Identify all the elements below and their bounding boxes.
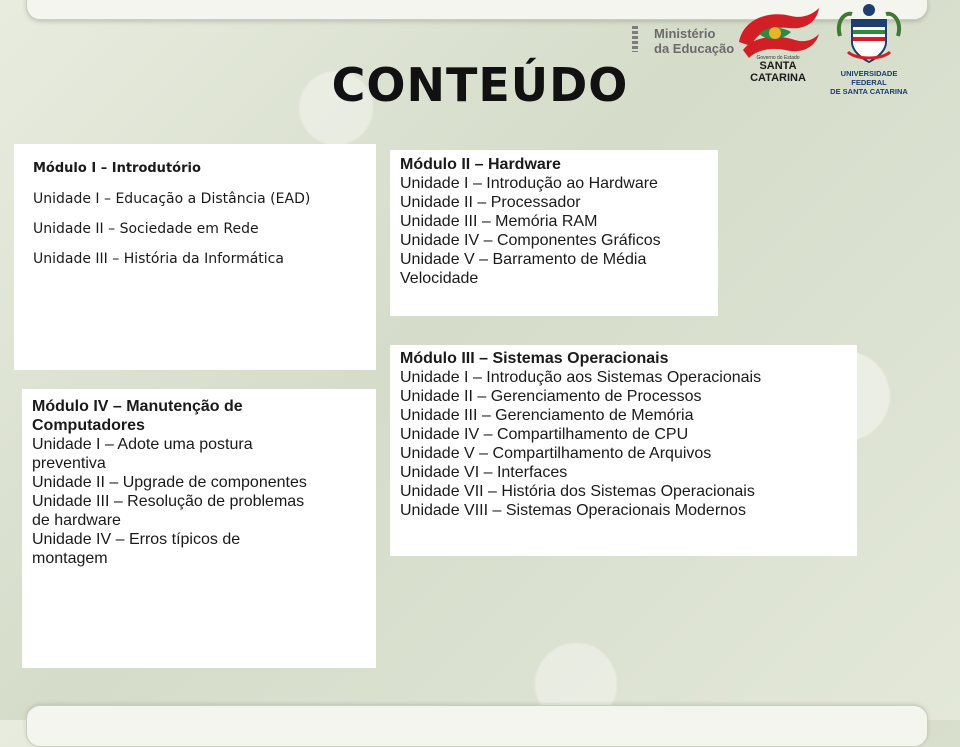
- module-2-box: [390, 150, 718, 316]
- module-4-heading-line2: Computadores: [32, 417, 145, 434]
- module-2-unit-3: Unidade III – Memória RAM: [400, 213, 598, 230]
- module-2-unit-2: Unidade II – Processador: [400, 194, 581, 211]
- module-1-heading: Módulo I – Introdutório: [33, 161, 201, 176]
- module-3-unit-7: Unidade VII – História dos Sistemas Operacionais: [400, 483, 755, 500]
- module-4-unit-4-cont: montagem: [32, 550, 108, 567]
- module-4-unit-3-cont: de hardware: [32, 512, 121, 529]
- module-3-heading: Módulo III – Sistemas Operacionais: [400, 350, 669, 367]
- ministerio-line1: Ministério: [654, 26, 716, 41]
- ministerio-bars-icon: [632, 26, 638, 52]
- module-1-box: [14, 144, 376, 370]
- ministerio-line2: da Educação: [654, 41, 735, 56]
- module-2-unit-1: Unidade I – Introdução ao Hardware: [400, 175, 658, 192]
- module-3-unit-8: Unidade VIII – Sistemas Operacionais Modernos: [400, 502, 746, 519]
- module-2-heading: Módulo II – Hardware: [400, 156, 561, 173]
- ministerio-educacao-logo: [632, 22, 735, 62]
- module-3-box: [390, 345, 857, 556]
- module-3-unit-2: Unidade II – Gerenciamento de Processos: [400, 388, 702, 405]
- module-4-heading-line1: Módulo IV – Manutenção de: [32, 398, 243, 415]
- module-1-unit-1: Unidade I – Educação a Distância (EAD): [33, 191, 311, 207]
- module-3-unit-5: Unidade V – Compartilhamento de Arquivos: [400, 445, 712, 462]
- page-title: CONTEÚDO: [331, 58, 629, 112]
- module-4-unit-3: Unidade III – Resolução de problemas: [32, 493, 305, 510]
- module-3-unit-4: Unidade IV – Compartilhamento de CPU: [400, 426, 689, 443]
- bottom-decor-bar: [26, 705, 928, 747]
- sc-caption: SANTA CATARINA: [750, 60, 806, 84]
- sc-small-text: Governo do Estado: [756, 55, 800, 61]
- module-3-unit-3: Unidade III – Gerenciamento de Memória: [400, 407, 694, 424]
- module-2-unit-5-cont: Velocidade: [400, 270, 479, 287]
- module-4-box: [22, 389, 376, 668]
- module-3-unit-1: Unidade I – Introdução aos Sistemas Operacionais: [400, 369, 762, 386]
- module-2-unit-5: Unidade V – Barramento de Média: [400, 251, 647, 268]
- module-2-unit-4: Unidade IV – Componentes Gráficos: [400, 232, 661, 249]
- module-4-unit-1: Unidade I – Adote uma postura: [32, 436, 253, 453]
- module-1-unit-3: Unidade III – História da Informática: [33, 251, 284, 267]
- module-1-unit-2: Unidade II – Sociedade em Rede: [33, 221, 259, 237]
- ufsc-caption-line2: DE SANTA CATARINA: [830, 87, 908, 96]
- module-3-unit-6: Unidade VI – Interfaces: [400, 464, 568, 481]
- module-4-unit-4: Unidade IV – Erros típicos de: [32, 531, 241, 548]
- module-4-unit-1-cont: preventiva: [32, 455, 106, 472]
- module-4-unit-2: Unidade II – Upgrade de componentes: [32, 474, 307, 491]
- ufsc-caption-line1: UNIVERSIDADE FEDERAL: [840, 69, 898, 87]
